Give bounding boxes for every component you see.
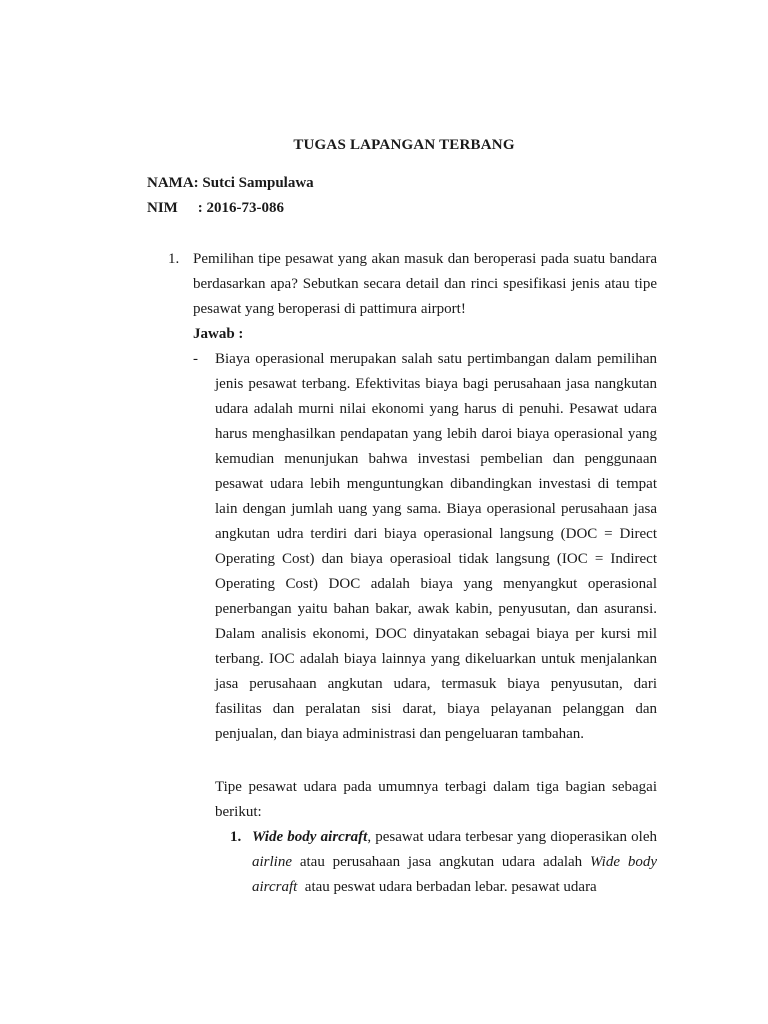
list-item-number: 1. [230, 829, 242, 845]
name-label: NAMA: [147, 175, 199, 191]
nim-label: NIM [147, 200, 178, 216]
name-value: Sutci Sampulawa [202, 175, 314, 191]
student-name-field [147, 175, 314, 192]
types-intro-paragraph: Tipe pesawat udara pada umumnya terbagi dalam tiga bagian sebagai berikut: [215, 779, 657, 820]
answer-label: Jawab : [193, 326, 244, 342]
question-number: 1. [168, 251, 180, 267]
document-title: TUGAS LAPANGAN TERBANG [293, 137, 515, 153]
term-wide-body-2: Wide body aircraft [252, 854, 657, 895]
question-text: Pemilihan tipe pesawat yang akan masuk dan beroperasi pada suatu bandara berdasarkan apa? Sebutkan secara detail dan rinci spesifikasi jenis atau tipe pesawat yang beroperasi di pattimura airport! [193, 251, 657, 317]
term-wide-body: Wide body aircraft [252, 829, 368, 845]
term-airline: airline [252, 854, 292, 870]
answer-paragraph: Biaya operasional merupakan salah satu pertimbangan dalam pemilihan jenis pesawat terbang. Efektivitas biaya bagi perusahaan jasa nangkutan udara adalah murni nilai ekonomi yang harus di penuhi. Pesawat udara harus menghasilkan pendapatan yang lebih daroi biaya operasional yang kemudian menunjukan bahwa investasi pembelian dan penggunaan pesawat udara lebih menguntungkan dibandingkan investasi di tempat lain dengan jumlah uang yang sama. Biaya operasional perusahaan jasa angkutan udra terdiri dari biaya operasional langsung (DOC = Direct Operating Cost) dan biaya operasioal tidak langsung (IOC = Indirect Operating Cost) DOC adalah biaya yang menyangkut operasional penerbangan yaitu bahan bakar, awak kabin, penyusutan, dan asuransi. Dalam analisis ekonomi, DOC dinyatakan sebagai biaya per kursi mil terbang. IOC adalah biaya lainnya yang dikeluarkan untuk menjalankan jasa perusahaan angkutan udara, termasuk biaya penyusutan, dari fasilitas dan peralatan sisi darat, biaya pelayanan pelanggan dan penjualan, dan biaya administrasi dan pengeluaran tambahan. [215, 351, 657, 742]
bullet-dash: - [193, 351, 198, 367]
student-id-field [147, 200, 284, 217]
list-item: Wide body aircraft, pesawat udara terbesar yang dioperasikan oleh airline atau perusahaan jasa angkutan udara adalah Wide body aircraft atau peswat udara berbadan lebar. pesawat udara [252, 829, 657, 895]
nim-value: : 2016-73-086 [197, 200, 284, 216]
